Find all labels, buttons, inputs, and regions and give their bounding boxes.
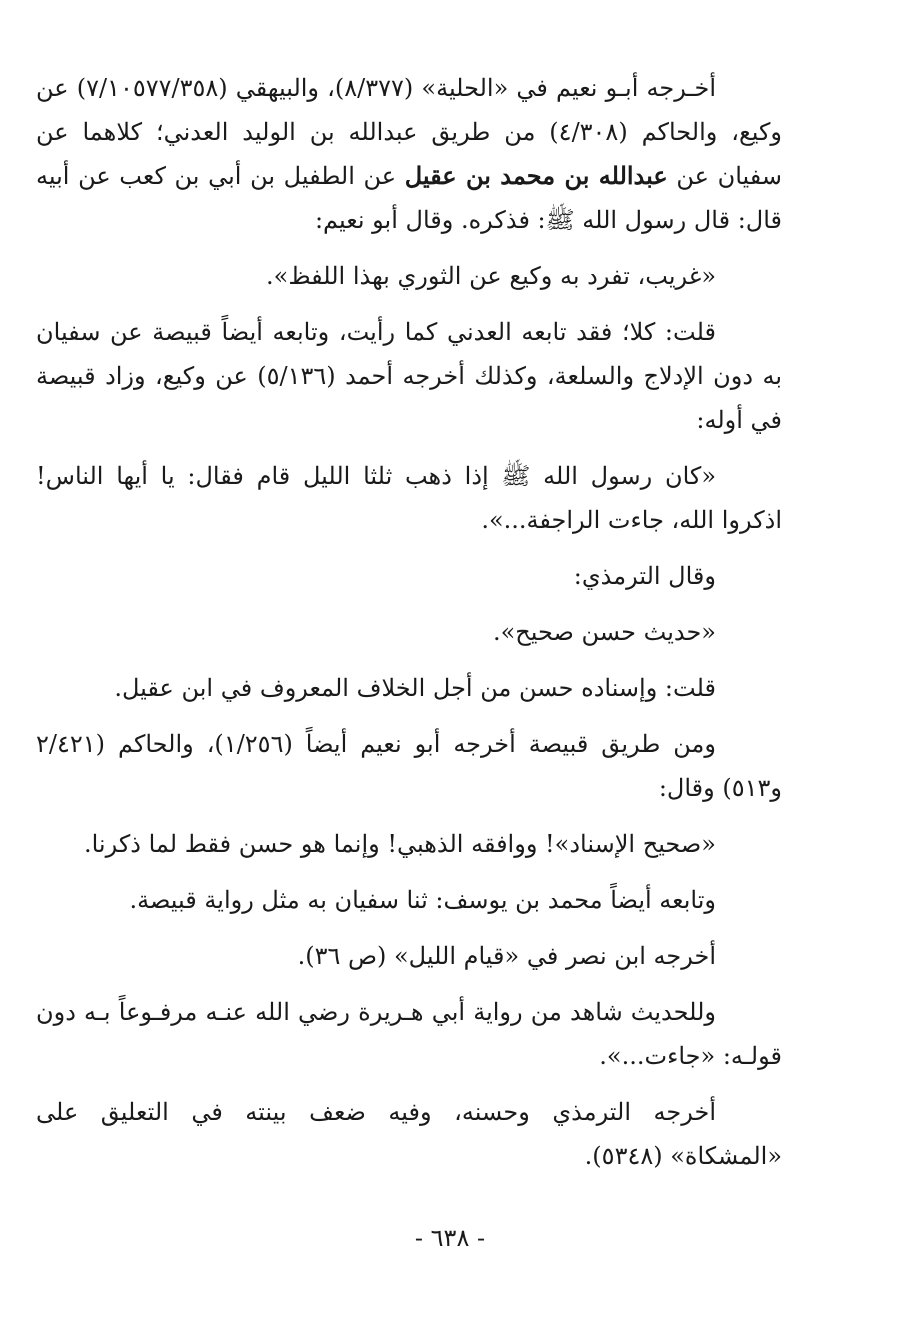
paragraph-13	[36, 1090, 782, 1178]
text-segment: عن الطفيل بن أبي بن كعب عن أبيه قال: قال رسول الله ﷺ: فذكره. وقال أبو نعيم:	[36, 162, 782, 234]
text-segment: «غريب، تفرد به وكيع عن الثوري بهذا اللفظ».	[266, 262, 716, 290]
quote-abu-nuaym	[36, 254, 782, 298]
text-segment: أخرجه ابن نصر في «قيام الليل» (ص ٣٦).	[297, 942, 716, 970]
text-segment: ومن طريق قبيصة أخرجه أبو نعيم أيضاً (١/٢٥٦)، والحاكم (٢/٤٢١ و٥١٣) وقال:	[36, 730, 782, 802]
quote-sahih-isnad	[36, 822, 782, 866]
text-segment: وقال الترمذي:	[573, 562, 716, 590]
page-number: - ٦٣٨ -	[414, 1224, 486, 1252]
paragraph-1	[36, 66, 782, 242]
text-segment: «كان رسول الله ﷺ إذا ذهب ثلثا الليل قام فقال: يا أيها الناس! اذكروا الله، جاءت الراجفة...».	[36, 462, 782, 534]
paragraph-3	[36, 310, 782, 442]
text-segment: قلت: كلا؛ فقد تابعه العدني كما رأيت، وتابعه أيضاً قبيصة عن سفيان به دون الإدلاج والسلعة، وكذلك أخرجه أحمد (٥/١٣٦) عن وكيع، وزاد قبيصة في أوله:	[36, 318, 783, 434]
text-segment: «صحيح الإسناد»! ووافقه الذهبي! وإنما هو حسن فقط لما ذكرنا.	[83, 830, 716, 858]
text-segment: أخرجه الترمذي وحسنه، وفيه ضعف بينته في التعليق على «المشكاة» (٥٣٤٨).	[36, 1098, 782, 1170]
narrator-name-bold: عبدالله بن محمد بن عقيل	[404, 161, 668, 190]
page-body	[36, 66, 782, 1190]
text-segment: أخـرجه أبـو نعيم في «الحلية» (٨/٣٧٧)، والبيهقي (٧/١٠٥٧٧/٣٥٨) عن وكيع، والحاكم (٤/٣٠٨) من طريق عبدالله بن الوليد العدني؛ كلاهما عن سفيان عن	[36, 74, 783, 190]
quote-hasan-sahih	[36, 610, 782, 654]
text-segment: وتابعه أيضاً محمد بن يوسف: ثنا سفيان به مثل رواية قبيصة.	[129, 886, 716, 914]
text-segment: قلت: وإسناده حسن من أجل الخلاف المعروف في ابن عقيل.	[114, 674, 716, 702]
quote-hadith-text	[36, 454, 782, 542]
paragraph-11	[36, 934, 782, 978]
paragraph-tirmidhi-said	[36, 554, 782, 598]
text-segment: «حديث حسن صحيح».	[492, 618, 716, 646]
text-segment: وللحديث شاهد من رواية أبي هـريرة رضي الله عنـه مرفـوعاً بـه دون قولـه: «جاءت...».	[36, 998, 782, 1070]
paragraph-8	[36, 722, 782, 810]
paragraph-7	[36, 666, 782, 710]
paragraph-10	[36, 878, 782, 922]
paragraph-12	[36, 990, 782, 1078]
